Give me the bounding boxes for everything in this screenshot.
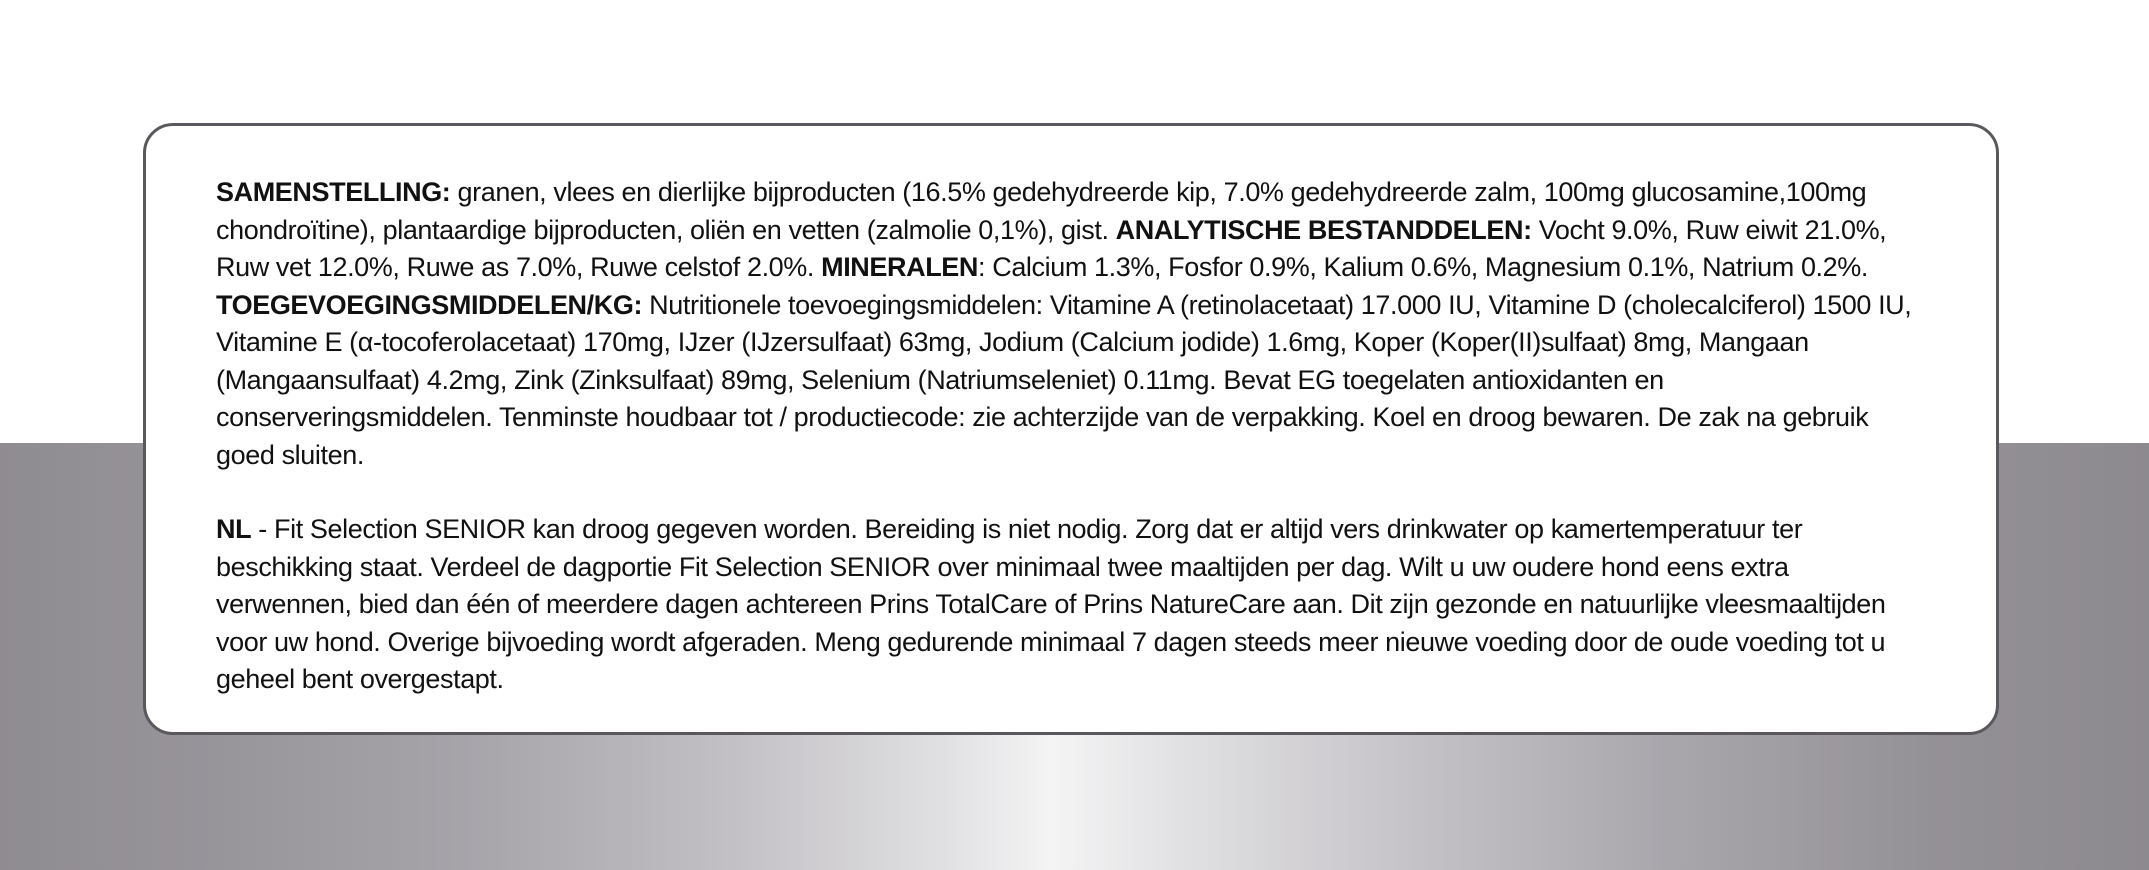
heading-toevoegingsmiddelen: TOEGEVOEGINGSMIDDELEN/KG: xyxy=(216,289,643,320)
text-samenstelling: granen, vlees en dierlijke bijproducten (16.5% gedehydreerde kip, 7.0% gedehydreerde zalm, 100mg glucosamine,100mg chondroïtine), plantaardige bijproducten, oliën en vetten (zalmolie 0,1%), gist. xyxy=(216,177,1867,245)
ingredients-label xyxy=(143,123,1999,735)
text-mineralen: : Calcium 1.3%, Fosfor 0.9%, Kalium 0.6%, Magnesium 0.1%, Natrium 0.2%. xyxy=(978,252,1868,282)
heading-mineralen: MINERALEN xyxy=(821,252,979,282)
instructions-text: - Fit Selection SENIOR kan droog gegeven worden. Bereiding is niet nodig. Zorg dat er altijd vers drinkwater op kamertemperatuur ter beschikking staat. Verdeel de dagportie Fit Selection SENIOR over minimaal twee maaltijden per dag. Wilt u uw oudere hond eens extra verwennen, bied dan één of meerdere dagen achtereen Prins TotalCare of Prins NatureCare aan. Dit zijn gezonde en natuurlijke vleesmaaltijden voor uw hond. Overige bijvoeding wordt afgeraden. Meng gedurende minimaal 7 dagen steeds meer nieuwe voeding door de oude voeding tot u geheel bent overgestapt. xyxy=(216,514,1886,694)
heading-samenstelling: SAMENSTELLING: xyxy=(216,177,451,207)
instructions-paragraph xyxy=(216,511,1926,699)
heading-analytische-bestanddelen: ANALYTISCHE BESTANDDELEN: xyxy=(1115,214,1532,245)
text-toevoegingsmiddelen: Nutritionele toevoegingsmiddelen: Vitamine A (retinolacetaat) 17.000 IU, Vitamine D (cholecalciferol) 1500 IU, Vitamine E (α-tocoferolacetaat) 170mg, IJzer (IJzersulfaat) 63mg, Jodium (Calcium jodide) 1.6mg, Koper (Koper(II)sulfaat) 8mg, Mangaan (Mangaansulfaat) 4.2mg, Zink (Zinksulfaat) 89mg, Selenium (Natriumseleniet) 0.11mg. Bevat EG toegelaten antioxidanten en conserveringsmiddelen. Tenminste houdbaar tot / productiecode: zie achterzijde van de verpakking. Koel en droog bewaren. De zak na gebruik goed sluiten. xyxy=(216,289,1912,470)
text-analytische-bestanddelen: Vocht 9.0%, Ruw eiwit 21.0%, Ruw vet 12.0%, Ruwe as 7.0%, Ruwe celstof 2.0%. xyxy=(216,214,1887,282)
language-code: NL xyxy=(216,514,252,544)
composition-paragraph xyxy=(216,174,1926,474)
